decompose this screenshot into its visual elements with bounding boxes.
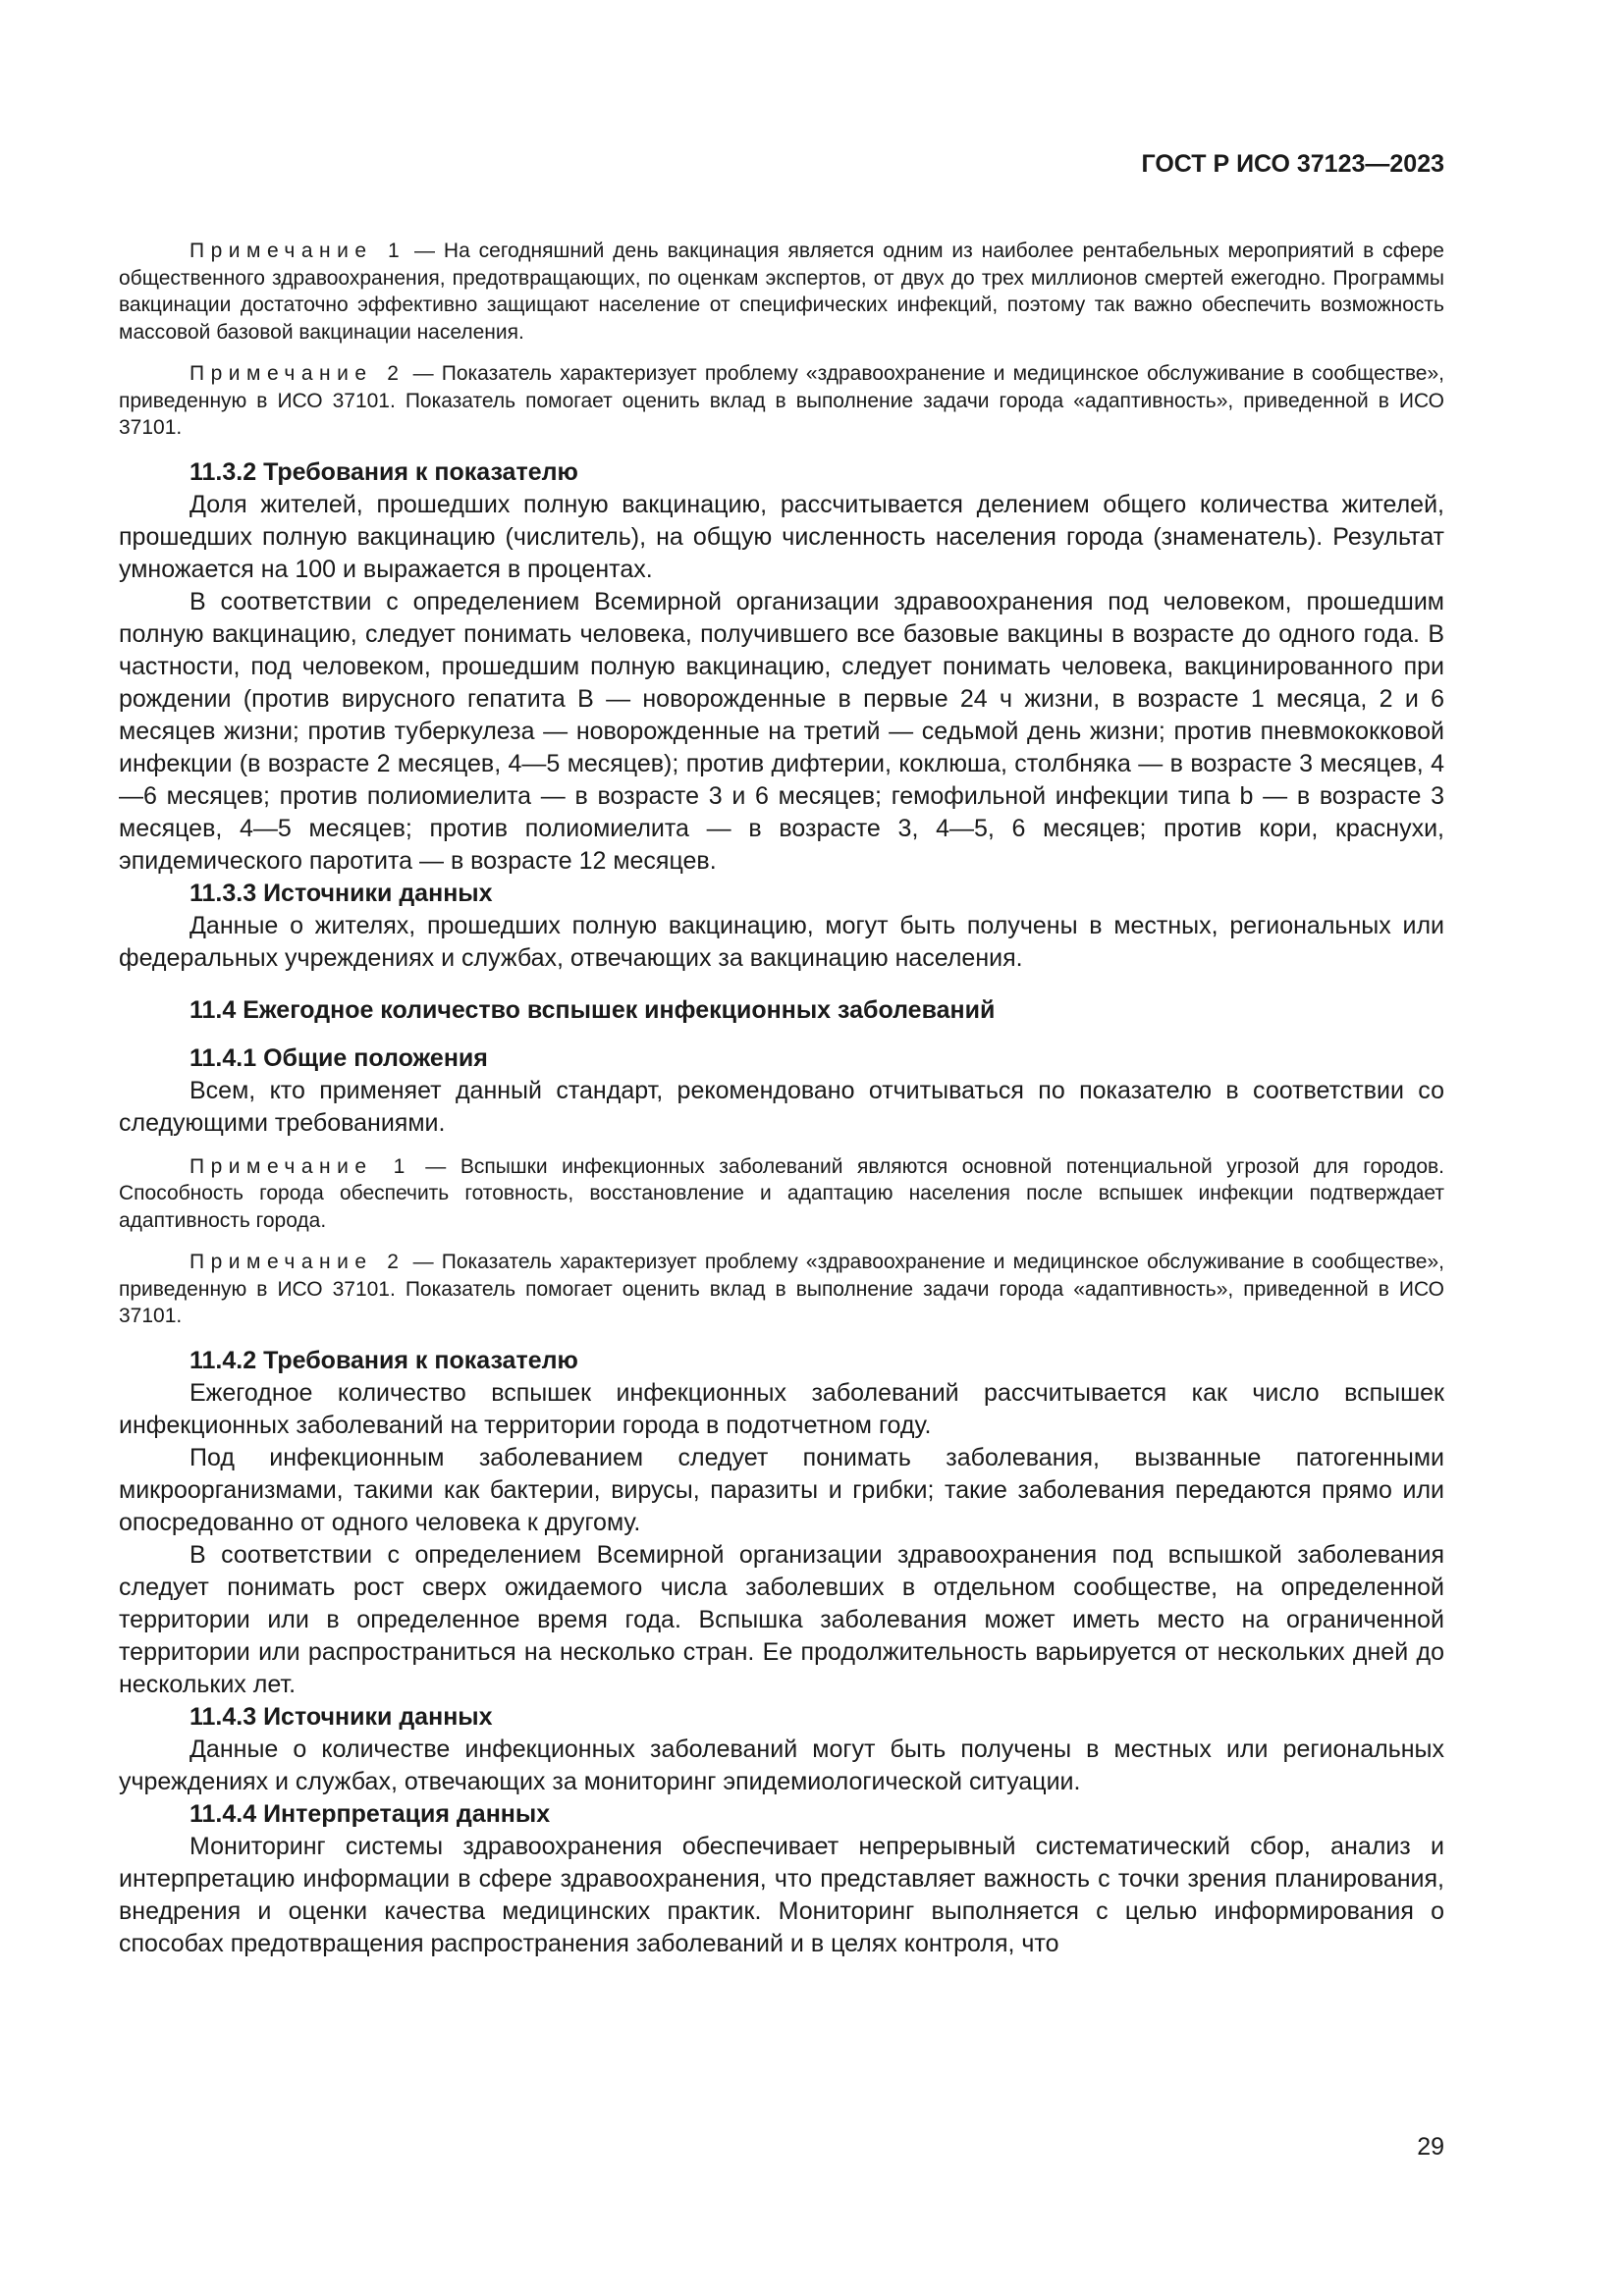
note-label: Примечание 1 — [189, 1154, 411, 1178]
section-heading-11-4: 11.4 Ежегодное количество вспышек инфекционных заболеваний — [189, 995, 996, 1024]
standard-designation: ГОСТ Р ИСО 37123—2023 — [1141, 150, 1444, 178]
note-paragraph — [119, 360, 1444, 442]
note-text: — На сегодняшний день вакцинация является одним из наиболее рентабельных мероприятий в сфере общественного здравоохранения, предотвращающих, по оценкам экспертов, от двух до трех миллионов смертей ежегодно. Программы вакцинации достаточно эффективно защищают население от специфических инфекций, поэтому так важно обеспечить возможность массовой базовой вакцинации населения. — [119, 240, 1444, 344]
section-heading-11-3-3: 11.3.3 Источники данных — [189, 879, 493, 907]
page-number: 29 — [1417, 2133, 1444, 2161]
note-label: Примечание 1 — [189, 240, 406, 262]
section-heading-11-4-1: 11.4.1 Общие положения — [189, 1043, 488, 1072]
section-heading-11-3-2: 11.3.2 Требования к показателю — [189, 457, 578, 486]
note-paragraph — [119, 1249, 1444, 1330]
body-paragraph: Всем, кто применяет данный стандарт, рекомендовано отчитываться по показателю в соответствии со следующими требованиями. — [119, 1076, 1444, 1137]
body-paragraph: Данные о жителях, прошедших полную вакцинацию, могут быть получены в местных, региональных или федеральных учреждениях и службах, отвечающих за вакцинацию населения. — [119, 911, 1444, 972]
note-text: — Вспышки инфекционных заболеваний являются основной потенциальной угрозой для городов. Способность города обеспечить готовность, восстановление и адаптацию населения после вспышек инфекции подтверждает адаптивность города. — [119, 1154, 1444, 1232]
section-heading-11-4-4: 11.4.4 Интерпретация данных — [189, 1799, 551, 1828]
body-paragraph: В соответствии с определением Всемирной организации здравоохранения под человеком, прошедшим полную вакцинацию, следует понимать человека, получившего все базовые вакцины в возрасте до одного года. В частности, под человеком, прошедшим полную вакцинацию, следует понимать человека, вакцинированного при рождении (против вирусного гепатита В — новорожденные в первые 24 ч жизни, в возрасте 1 месяца, 2 и 6 месяцев жизни; против туберкулеза — новорожденные на третий — седьмой день жизни; против пневмококковой инфекции (в возрасте 2 месяцев, 4—5 месяцев); против дифтерии, коклюша, столбняка — в возрасте 3 месяцев, 4—6 месяцев; против полиомиелита — в возрасте 3 и 6 месяцев; гемофильной инфекции типа b — в возрасте 3 месяцев, 4—5 месяцев; против полиомиелита — в возрасте 3, 4—5, 6 месяцев; против кори, краснухи, эпидемического паротита — в возрасте 12 месяцев. — [119, 587, 1444, 875]
note-text: — Показатель характеризует проблему «здравоохранение и медицинское обслуживание в сообществе», приведенную в ИСО 37101. Показатель помогает оценить вклад в выполнение задачи города «адаптивность», приведенной в ИСО 37101. — [119, 1251, 1444, 1327]
body-paragraph: Мониторинг системы здравоохранения обеспечивает непрерывный систематический сбор, анализ и интерпретацию информации в сфере здравоохранения, что представляет важность с точки зрения планирования, внедрения и оценки качества медицинских практик. Мониторинг выполняется с целью информирования о способах предотвращения распространения заболеваний и в целях контроля, что — [119, 1832, 1444, 1957]
note-paragraph — [119, 238, 1444, 346]
note-label: Примечание 2 — [189, 1251, 406, 1273]
body-paragraph: Доля жителей, прошедших полную вакцинацию, рассчитывается делением общего количества жителей, прошедших полную вакцинацию (числитель), на общую численность населения города (знаменатель). Результат умножается на 100 и выражается в процентах. — [119, 490, 1444, 583]
note-text: — Показатель характеризует проблему «здравоохранение и медицинское обслуживание в сообществе», приведенную в ИСО 37101. Показатель помогает оценить вклад в выполнение задачи города «адаптивность», приведенной в ИСО 37101. — [119, 362, 1444, 439]
body-paragraph: Данные о количестве инфекционных заболеваний могут быть получены в местных или региональных учреждениях и службах, отвечающих за мониторинг эпидемиологической ситуации. — [119, 1735, 1444, 1795]
section-heading-11-4-3: 11.4.3 Источники данных — [189, 1702, 493, 1731]
body-paragraph: Ежегодное количество вспышек инфекционных заболеваний рассчитывается как число вспышек инфекционных заболеваний на территории города в подотчетном году. — [119, 1378, 1444, 1439]
body-paragraph: Под инфекционным заболеванием следует понимать заболевания, вызванные патогенными микроорганизмами, такими как бактерии, вирусы, паразиты и грибки; такие заболевания передаются прямо или опосредованно от одного человека к другому. — [119, 1443, 1444, 1536]
note-paragraph — [119, 1153, 1444, 1235]
note-label: Примечание 2 — [189, 362, 406, 385]
body-paragraph: В соответствии с определением Всемирной организации здравоохранения под вспышкой заболевания следует понимать рост сверх ожидаемого числа заболевших в отдельном сообществе, на определенной территории или в определенное время года. Вспышка заболевания может иметь место на ограниченной территории или распространиться на несколько стран. Ее продолжительность варьируется от нескольких дней до нескольких лет. — [119, 1540, 1444, 1698]
section-heading-11-4-2: 11.4.2 Требования к показателю — [189, 1346, 578, 1374]
